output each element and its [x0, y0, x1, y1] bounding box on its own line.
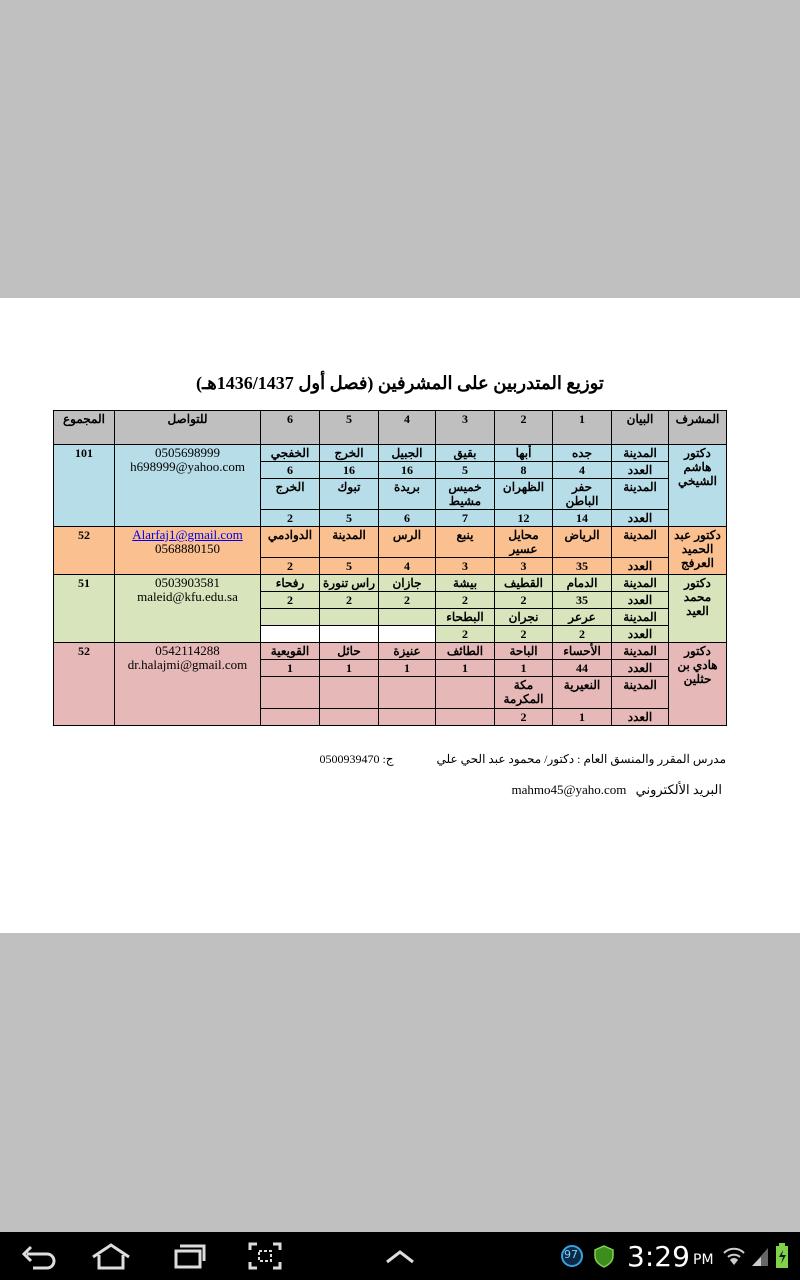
back-icon	[19, 1242, 59, 1270]
table-cell	[436, 709, 495, 726]
table-cell: 35	[553, 558, 612, 575]
contact-phone: 0503903581	[155, 575, 220, 590]
table-cell: 6	[261, 462, 320, 479]
table-cell: 2	[261, 510, 320, 527]
header-contact: للتواصل	[115, 411, 261, 445]
table-cell: 1	[495, 660, 553, 677]
header-col-6: 6	[261, 411, 320, 445]
table-cell: الخفجي	[261, 445, 320, 462]
header-col-5: 5	[320, 411, 379, 445]
contact-email: maleid@kfu.edu.sa	[137, 589, 238, 604]
table-cell: عرعر	[553, 609, 612, 626]
status-clock: 3:29	[627, 1240, 690, 1273]
table-cell: القويعية	[261, 643, 320, 660]
table-cell: جازان	[379, 575, 436, 592]
table-cell: الجبيل	[379, 445, 436, 462]
table-cell: الرس	[379, 527, 436, 558]
table-cell: 5	[320, 558, 379, 575]
table-cell: 5	[320, 510, 379, 527]
table-cell: 2	[261, 592, 320, 609]
table-cell: الخرج	[320, 445, 379, 462]
row-label: العدد	[612, 592, 669, 609]
home-icon	[89, 1241, 133, 1271]
table-cell: 3	[436, 558, 495, 575]
wifi-icon	[722, 1243, 746, 1269]
signal-indicator	[750, 1232, 770, 1280]
table-cell: 1	[553, 709, 612, 726]
viewer-bottom-margin	[0, 933, 800, 1232]
menu-up-icon	[383, 1246, 417, 1266]
distribution-table	[53, 410, 727, 726]
table-cell	[261, 709, 320, 726]
coordinator-line	[319, 752, 726, 767]
row-label: المدينة	[612, 479, 669, 510]
coordinator-name: مدرس المقرر والمنسق العام : دكتور/ محمود عبد الحي علي	[436, 752, 726, 766]
table-cell: 2	[495, 592, 553, 609]
table-cell: 7	[436, 510, 495, 527]
table-cell: حفر الباطن	[553, 479, 612, 510]
table-cell: الأحساء	[553, 643, 612, 660]
table-cell	[379, 609, 436, 626]
table-cell: 8	[495, 462, 553, 479]
contact-cell	[115, 575, 261, 643]
table-cell: ينبع	[436, 527, 495, 558]
table-cell: 2	[553, 626, 612, 643]
table-cell: بقيق	[436, 445, 495, 462]
coordinator-email-line	[512, 782, 722, 798]
home-button[interactable]	[86, 1240, 136, 1272]
table-cell	[261, 626, 320, 643]
supervisor-name: دكتور هادي بن حثلين	[669, 643, 727, 726]
system-nav-bar	[0, 1232, 800, 1280]
header-col-1: 1	[553, 411, 612, 445]
row-label: العدد	[612, 660, 669, 677]
row-label: المدينة	[612, 527, 669, 558]
group-total: 101	[54, 445, 115, 527]
table-cell: 1	[261, 660, 320, 677]
table-cell: القطيف	[495, 575, 553, 592]
header-col-3: 3	[436, 411, 495, 445]
table-cell: 2	[495, 626, 553, 643]
signal-icon	[750, 1244, 770, 1268]
table-cell: بيشة	[436, 575, 495, 592]
table-cell: أبها	[495, 445, 553, 462]
row-label: المدينة	[612, 609, 669, 626]
viewer-top-margin	[0, 0, 800, 298]
table-row	[54, 643, 727, 660]
battery-indicator	[774, 1232, 790, 1280]
header-supervisor: المشرف	[669, 411, 727, 445]
coordinator-phone: ج: 0500939470	[319, 752, 394, 766]
battery-icon	[774, 1242, 790, 1270]
table-cell: راس تنورة	[320, 575, 379, 592]
status-ampm: PM	[693, 1252, 714, 1268]
table-cell	[379, 709, 436, 726]
table-cell: النعيرية	[553, 677, 612, 709]
badge-count: 97	[564, 1248, 578, 1261]
table-cell: 2	[436, 626, 495, 643]
contact-email: h698999@yahoo.com	[130, 459, 245, 474]
screenshot-button[interactable]	[240, 1240, 290, 1272]
table-cell: جده	[553, 445, 612, 462]
table-cell: خميس مشيط	[436, 479, 495, 510]
table-cell: الدوادمي	[261, 527, 320, 558]
table-cell	[379, 677, 436, 709]
document-title: توزيع المتدربين على المشرفين (فصل أول 1436/1437هـ)	[196, 373, 604, 393]
table-cell: 44	[553, 660, 612, 677]
contact-cell	[115, 445, 261, 527]
header-col-4: 4	[379, 411, 436, 445]
header-total: المجموع	[54, 411, 115, 445]
notification-badge[interactable]	[560, 1232, 584, 1280]
table-cell: 6	[379, 510, 436, 527]
table-cell: 4	[379, 558, 436, 575]
recent-apps-icon	[167, 1241, 207, 1271]
supervisor-name: دكتور عبد الحميد العرفج	[669, 527, 727, 575]
row-label: العدد	[612, 626, 669, 643]
row-label: المدينة	[612, 677, 669, 709]
table-cell: 16	[379, 462, 436, 479]
table-cell: الطائف	[436, 643, 495, 660]
header-statement: البيان	[612, 411, 669, 445]
shield-icon	[593, 1244, 615, 1268]
table-row	[54, 527, 727, 558]
table-cell: 2	[495, 709, 553, 726]
row-label: العدد	[612, 558, 669, 575]
row-label: العدد	[612, 462, 669, 479]
group-total: 52	[54, 643, 115, 726]
table-cell: الدمام	[553, 575, 612, 592]
table-cell	[261, 609, 320, 626]
table-cell: 1	[320, 660, 379, 677]
table-cell	[320, 609, 379, 626]
table-cell	[320, 677, 379, 709]
contact-email-link[interactable]: Alarfaj1@gmail.com	[132, 527, 243, 542]
table-cell: الرياض	[553, 527, 612, 558]
contact-email: dr.halajmi@gmail.com	[127, 657, 248, 672]
table-cell: 12	[495, 510, 553, 527]
menu-up-button[interactable]	[375, 1240, 425, 1272]
table-cell: 4	[553, 462, 612, 479]
table-cell	[261, 677, 320, 709]
table-cell: الخرج	[261, 479, 320, 510]
table-cell: 14	[553, 510, 612, 527]
row-label: العدد	[612, 510, 669, 527]
row-label: المدينة	[612, 575, 669, 592]
table-cell: 2	[436, 592, 495, 609]
table-cell: نجران	[495, 609, 553, 626]
table-cell	[320, 709, 379, 726]
table-cell: 1	[436, 660, 495, 677]
table-cell: 35	[553, 592, 612, 609]
table-cell	[320, 626, 379, 643]
supervisor-name: دكتور محمد العيد	[669, 575, 727, 643]
row-label: العدد	[612, 709, 669, 726]
table-cell: المدينة	[320, 527, 379, 558]
table-cell: 5	[436, 462, 495, 479]
table-cell	[436, 677, 495, 709]
contact-cell	[115, 643, 261, 726]
table-cell: تبوك	[320, 479, 379, 510]
table-cell: البطحاء	[436, 609, 495, 626]
supervisor-name: دكتور هاشم الشيخي	[669, 445, 727, 527]
table-cell: 3	[495, 558, 553, 575]
table-cell: حائل	[320, 643, 379, 660]
wifi-indicator	[722, 1232, 746, 1280]
table-cell: محايل عسير	[495, 527, 553, 558]
email-label: البريد الألكتروني	[635, 782, 722, 797]
contact-phone: 0568880150	[155, 541, 220, 556]
row-label: المدينة	[612, 643, 669, 660]
header-col-2: 2	[495, 411, 553, 445]
row-label: المدينة	[612, 445, 669, 462]
group-total: 51	[54, 575, 115, 643]
coordinator-email: mahmo45@yaho.com	[511, 782, 627, 797]
table-cell: عنيزة	[379, 643, 436, 660]
table-header-row	[54, 411, 727, 445]
group-total: 52	[54, 527, 115, 575]
contact-phone: 0542114288	[155, 643, 220, 658]
document-page	[0, 298, 800, 933]
back-button[interactable]	[14, 1240, 64, 1272]
table-cell	[379, 626, 436, 643]
recent-apps-button[interactable]	[162, 1240, 212, 1272]
table-cell: الظهران	[495, 479, 553, 510]
table-cell: 2	[320, 592, 379, 609]
contact-phone: 0505698999	[155, 445, 220, 460]
screenshot-icon	[247, 1241, 283, 1271]
table-cell: رفحاء	[261, 575, 320, 592]
table-cell: 2	[379, 592, 436, 609]
table-row	[54, 575, 727, 592]
table-cell: مكة المكرمة	[495, 677, 553, 709]
table-cell: الباحة	[495, 643, 553, 660]
table-row	[54, 445, 727, 462]
table-cell: 16	[320, 462, 379, 479]
security-notification[interactable]	[593, 1232, 615, 1280]
contact-cell	[115, 527, 261, 575]
table-cell: 2	[261, 558, 320, 575]
table-cell: 1	[379, 660, 436, 677]
table-cell: بريدة	[379, 479, 436, 510]
